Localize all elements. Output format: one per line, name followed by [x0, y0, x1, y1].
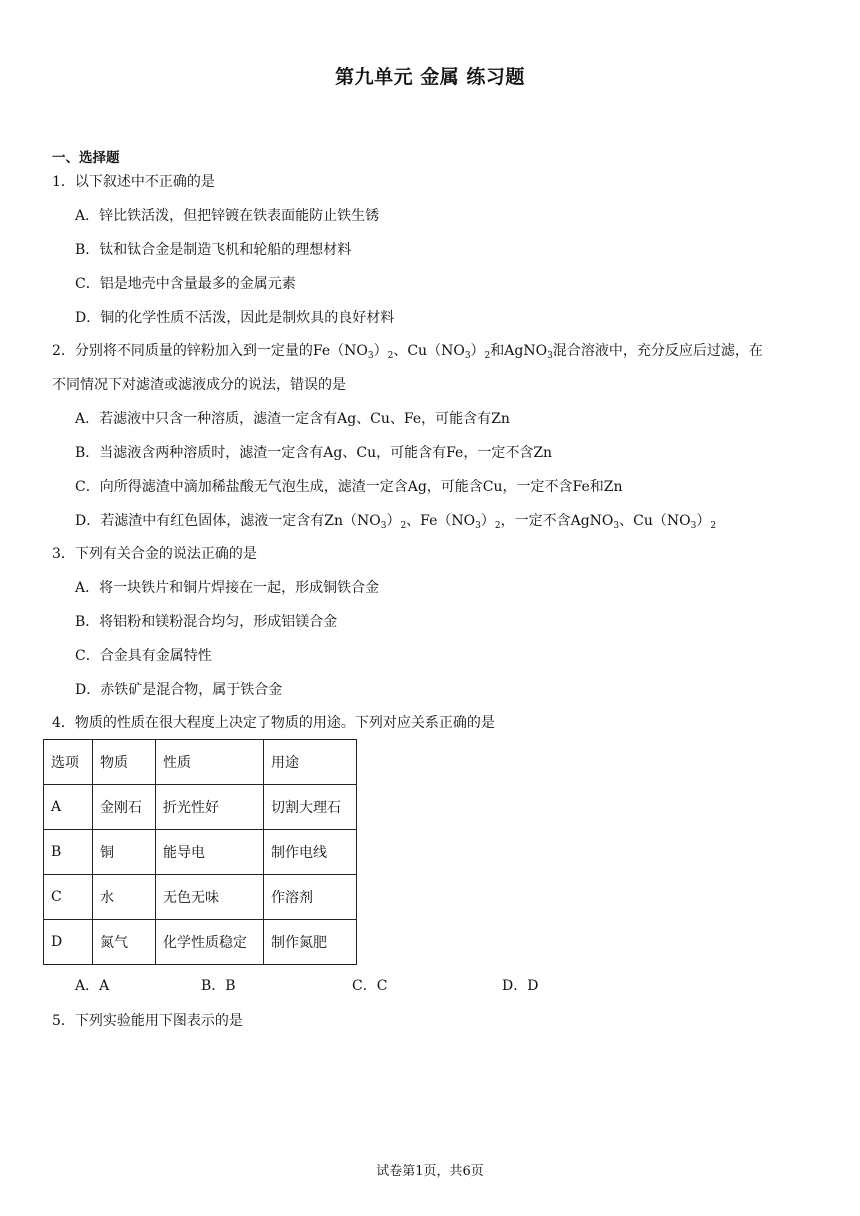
question-3-option-a: A．将一块铁片和铜片焊接在一起，形成铜铁合金	[75, 580, 380, 596]
question-2-option-c: C．向所得滤渣中滴加稀盐酸无气泡生成，滤渣一定含Ag，可能含Cu，一定不含Fe和Zn	[75, 479, 623, 495]
table-row	[44, 920, 357, 965]
table-header-cell: 用途	[264, 740, 357, 785]
question-2-stem-cont: 不同情况下对滤渣或滤液成分的说法，错误的是	[52, 377, 346, 393]
table-header-cell: 性质	[156, 740, 264, 785]
table-header-cell: 选项	[44, 740, 93, 785]
question-4-choice-b: B．B	[201, 978, 236, 994]
question-2-option-a: A．若滤液中只含一种溶质，滤渣一定含有Ag、Cu、Fe，可能含有Zn	[75, 411, 510, 427]
table-cell: D	[44, 920, 93, 965]
question-4-stem: 4．物质的性质在很大程度上决定了物质的用途。下列对应关系正确的是	[52, 715, 495, 731]
table-cell: 金刚石	[93, 785, 156, 830]
table-row	[44, 875, 357, 920]
table-header-row	[44, 740, 357, 785]
table-cell: C	[44, 875, 93, 920]
table-cell: 氮气	[93, 920, 156, 965]
table-cell: 无色无味	[156, 875, 264, 920]
table-cell: A	[44, 785, 93, 830]
question-3-stem: 3．下列有关合金的说法正确的是	[52, 546, 257, 562]
question-2-option-b: B．当滤液含两种溶质时，滤渣一定含有Ag、Cu，可能含有Fe，一定不含Zn	[75, 445, 553, 461]
page-title: 第九单元 金属 练习题	[335, 66, 525, 88]
table-cell: 制作电线	[264, 830, 357, 875]
question-5-stem: 5．下列实验能用下图表示的是	[52, 1013, 243, 1029]
question-1-option-b: B．钛和钛合金是制造飞机和轮船的理想材料	[75, 242, 352, 258]
table-cell: B	[44, 830, 93, 875]
table-cell: 作溶剂	[264, 875, 357, 920]
question-1-option-d: D．铜的化学性质不活泼，因此是制炊具的良好材料	[75, 310, 395, 326]
table-row	[44, 785, 357, 830]
question-4-choice-a: A．A	[75, 978, 110, 994]
question-4-choice-c: C．C	[352, 978, 388, 994]
properties-table	[43, 739, 357, 965]
question-3-option-c: C．合金具有金属特性	[75, 648, 212, 664]
table-cell: 切割大理石	[264, 785, 357, 830]
question-2-option-d: D．若滤渣中有红色固体，滤液一定含有$Zn(NO_3)_2$、$Fe(NO_3)_2$，一定不含AgNO$_3$、$Cu(NO_3)_2$	[75, 513, 717, 531]
table-cell: 铜	[93, 830, 156, 875]
question-1-stem: 1．以下叙述中不正确的是	[52, 174, 215, 190]
table-cell: 制作氮肥	[264, 920, 357, 965]
question-3-option-d: D．赤铁矿是混合物，属于铁合金	[75, 682, 283, 698]
table-header-cell: 物质	[93, 740, 156, 785]
question-3-option-b: B．将铝粉和镁粉混合均匀，形成铝镁合金	[75, 614, 338, 630]
question-2-stem: 2．分别将不同质量的锌粉加入到一定量的$Fe(NO_3)_2$、$Cu(NO_3)_2$和AgNO$_3$混合溶液中，充分反应后过滤，在	[52, 343, 763, 361]
table-cell: 能导电	[156, 830, 264, 875]
table-cell: 水	[93, 875, 156, 920]
page-footer: 试卷第1页，共6页	[376, 1164, 484, 1179]
table-row	[44, 830, 357, 875]
table-cell: 化学性质稳定	[156, 920, 264, 965]
question-1-option-c: C．铝是地壳中含量最多的金属元素	[75, 276, 296, 292]
table-cell: 折光性好	[156, 785, 264, 830]
section-heading: 一、选择题	[52, 150, 120, 166]
question-4-choice-d: D．D	[502, 978, 539, 994]
question-1-option-a: A．锌比铁活泼，但把锌镀在铁表面能防止铁生锈	[75, 208, 380, 224]
